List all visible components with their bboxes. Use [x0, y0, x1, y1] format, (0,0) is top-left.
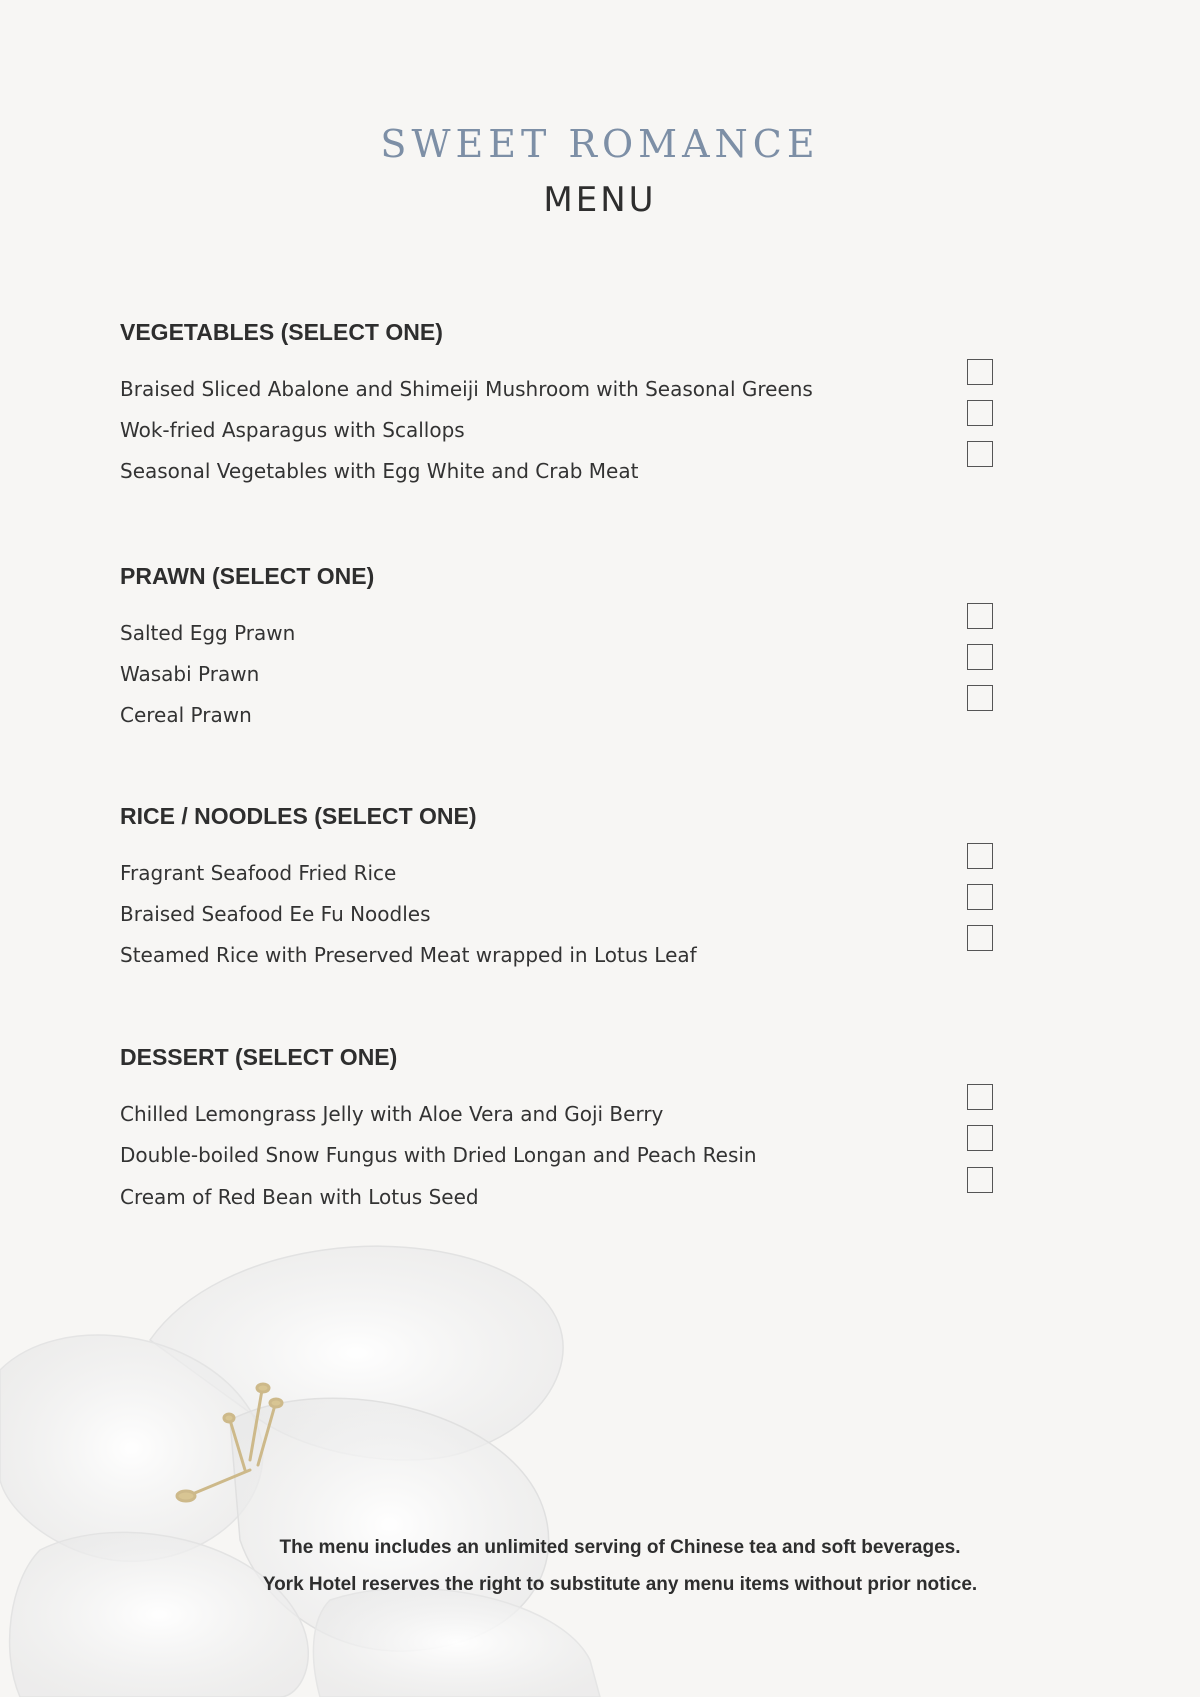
menu-item-label: Wasabi Prawn	[120, 662, 260, 686]
menu-item-label: Steamed Rice with Preserved Meat wrapped in Lotus Leaf	[120, 943, 697, 967]
item-checkbox[interactable]	[967, 644, 993, 670]
section-rice-noodles	[120, 801, 1000, 980]
item-checkbox[interactable]	[967, 843, 993, 869]
menu-item-label: Seasonal Vegetables with Egg White and Crab Meat	[120, 459, 639, 483]
menu-item	[120, 898, 1000, 939]
menu-item-label: Braised Seafood Ee Fu Noodles	[120, 902, 431, 926]
menu-item	[120, 939, 1000, 980]
menu-item	[120, 1139, 1000, 1181]
section-heading: RICE / NOODLES (SELECT ONE)	[120, 803, 477, 829]
menu-subtitle: MENU	[543, 180, 657, 220]
section-heading: VEGETABLES (SELECT ONE)	[120, 319, 443, 345]
item-checkbox[interactable]	[967, 441, 993, 467]
item-checkbox[interactable]	[967, 884, 993, 910]
item-checkbox[interactable]	[967, 1084, 993, 1110]
menu-item	[120, 414, 1000, 455]
menu-item	[120, 455, 1000, 496]
item-list	[120, 1098, 1000, 1222]
footer-note-beverages: The menu includes an unlimited serving of Chinese tea and soft beverages.	[279, 1537, 961, 1558]
item-checkbox[interactable]	[967, 1167, 993, 1193]
item-checkbox[interactable]	[967, 1125, 993, 1151]
item-list	[120, 373, 1000, 496]
menu-item-label: Braised Sliced Abalone and Shimeiji Mushroom with Seasonal Greens	[120, 377, 813, 401]
section-vegetables	[120, 317, 1000, 496]
menu-item	[120, 1098, 1000, 1139]
menu-item-label: Cream of Red Bean with Lotus Seed	[120, 1185, 479, 1209]
menu-item-label: Salted Egg Prawn	[120, 621, 296, 645]
menu-item	[120, 617, 1000, 658]
item-checkbox[interactable]	[967, 359, 993, 385]
item-checkbox[interactable]	[967, 603, 993, 629]
menu-item-label: Cereal Prawn	[120, 703, 252, 727]
item-checkbox[interactable]	[967, 685, 993, 711]
footer-note-substitution: York Hotel reserves the right to substitute any menu items without prior notice.	[262, 1574, 978, 1595]
menu-item	[120, 373, 1000, 414]
menu-item-label: Fragrant Seafood Fried Rice	[120, 861, 397, 885]
menu-item	[120, 857, 1000, 898]
menu-item	[120, 658, 1000, 699]
menu-item-label: Wok-fried Asparagus with Scallops	[120, 418, 465, 442]
menu-item	[120, 1181, 1000, 1222]
section-prawn	[120, 561, 1000, 740]
item-list	[120, 857, 1000, 980]
item-checkbox[interactable]	[967, 925, 993, 951]
item-checkbox[interactable]	[967, 400, 993, 426]
menu-item-label: Double-boiled Snow Fungus with Dried Longan and Peach Resin	[120, 1143, 757, 1167]
flower-illustration	[0, 1220, 640, 1697]
section-dessert	[120, 1042, 1000, 1222]
menu-title: SWEET ROMANCE	[380, 122, 820, 166]
section-heading: PRAWN (SELECT ONE)	[120, 563, 375, 589]
menu-item	[120, 699, 1000, 740]
section-heading: DESSERT (SELECT ONE)	[120, 1044, 398, 1070]
menu-item-label: Chilled Lemongrass Jelly with Aloe Vera and Goji Berry	[120, 1102, 664, 1126]
item-list	[120, 617, 1000, 740]
